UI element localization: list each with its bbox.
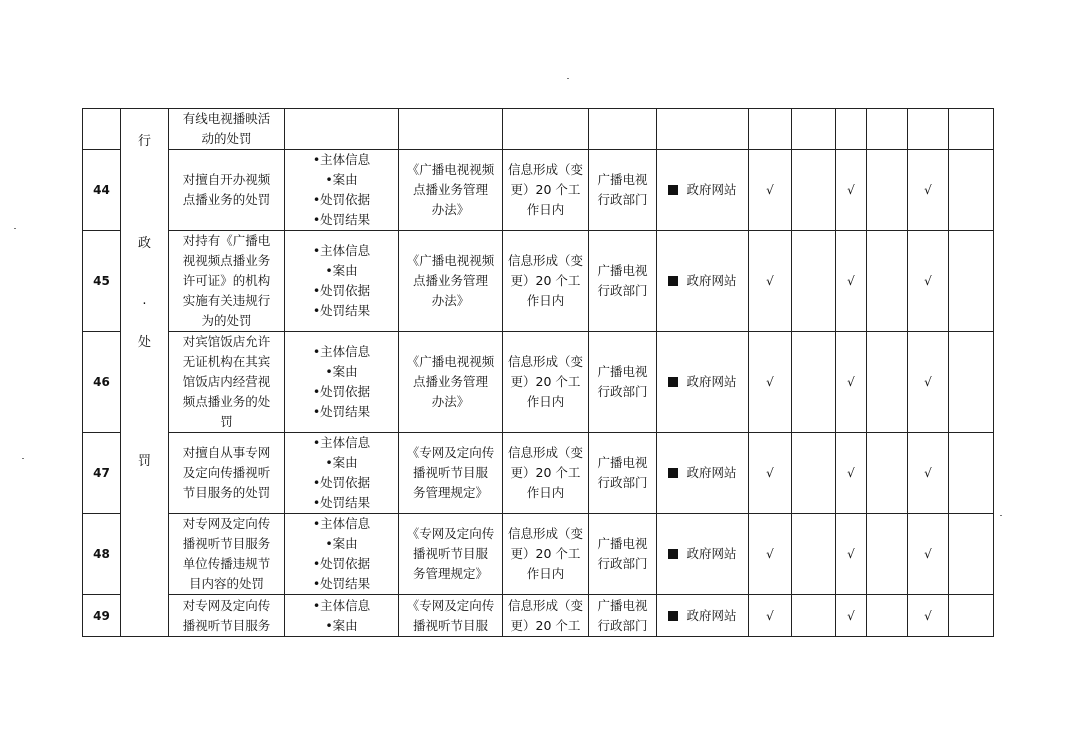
filled-square-icon bbox=[668, 185, 678, 195]
disclosure-channel bbox=[657, 433, 749, 514]
text-line: 广播电视 bbox=[597, 172, 648, 187]
channel-label: 政府网站 bbox=[686, 182, 737, 197]
table-row bbox=[83, 231, 994, 332]
text-line: 更）20 个工 bbox=[510, 182, 581, 197]
text-line: 动的处罚 bbox=[201, 131, 252, 146]
text-line: 信息形成（变 bbox=[507, 253, 583, 268]
text-line: 播视听节目服务 bbox=[182, 536, 271, 551]
text-line: 信息形成（变 bbox=[507, 445, 583, 460]
text-line: 无证机构在其宾 bbox=[182, 354, 271, 369]
legal-basis bbox=[399, 109, 503, 150]
scan-speck bbox=[567, 78, 569, 79]
text-line: 及定向传播视听 bbox=[182, 465, 271, 480]
check-cell bbox=[949, 595, 994, 637]
disclosure-channel bbox=[657, 595, 749, 637]
responsible-department bbox=[589, 332, 657, 433]
check-cell bbox=[792, 150, 836, 231]
text-line: 有线电视播映活 bbox=[182, 111, 271, 126]
disclosure-channel bbox=[657, 231, 749, 332]
responsible-department bbox=[589, 433, 657, 514]
text-line: 为的处罚 bbox=[201, 313, 252, 328]
text-line: 目内容的处罚 bbox=[188, 576, 264, 591]
check-cell: √ bbox=[749, 433, 792, 514]
legal-basis bbox=[399, 514, 503, 595]
table-row bbox=[83, 595, 994, 637]
text-line: 广播电视 bbox=[597, 536, 648, 551]
channel-label: 政府网站 bbox=[686, 465, 737, 480]
text-line: 更）20 个工 bbox=[510, 465, 581, 480]
disclosure-content bbox=[285, 433, 399, 514]
filled-square-icon bbox=[668, 468, 678, 478]
check-cell: √ bbox=[908, 595, 949, 637]
text-line: 行政部门 bbox=[597, 556, 648, 571]
check-cell bbox=[867, 109, 908, 150]
item-name bbox=[169, 595, 285, 637]
text-line: 《广播电视视频 bbox=[406, 162, 495, 177]
text-line: 办法》 bbox=[431, 394, 470, 409]
filled-square-icon bbox=[668, 611, 678, 621]
text-line: •处罚依据 bbox=[312, 192, 371, 207]
disclosure-channel bbox=[657, 514, 749, 595]
filled-square-icon bbox=[668, 276, 678, 286]
text-line: 频点播业务的处 bbox=[182, 394, 271, 409]
text-line: 对专网及定向传 bbox=[182, 597, 271, 613]
text-line: 《专网及定向传 bbox=[406, 445, 495, 460]
text-line: 广播电视 bbox=[597, 597, 648, 613]
check-cell: √ bbox=[836, 514, 867, 595]
check-cell bbox=[867, 231, 908, 332]
responsible-department bbox=[589, 514, 657, 595]
disclosure-channel bbox=[657, 332, 749, 433]
text-line: •案由 bbox=[325, 617, 358, 633]
text-line: •主体信息 bbox=[312, 344, 371, 359]
text-line: •案由 bbox=[325, 364, 358, 379]
channel-label: 政府网站 bbox=[686, 273, 737, 288]
check-cell: √ bbox=[908, 231, 949, 332]
check-cell bbox=[949, 150, 994, 231]
check-cell bbox=[792, 595, 836, 637]
text-line: 作日内 bbox=[526, 394, 565, 409]
check-cell: √ bbox=[836, 231, 867, 332]
check-cell bbox=[749, 109, 792, 150]
text-line: 作日内 bbox=[526, 485, 565, 500]
text-line: 单位传播违规节 bbox=[182, 556, 271, 571]
table-row bbox=[83, 109, 994, 150]
text-line: 广播电视 bbox=[597, 263, 648, 278]
text-line: 办法》 bbox=[431, 293, 470, 308]
text-line: 行政部门 bbox=[597, 283, 648, 298]
text-line: 播视听节目服务 bbox=[182, 617, 271, 633]
check-cell: √ bbox=[749, 514, 792, 595]
text-line: 办法》 bbox=[431, 202, 470, 217]
text-line: 行政部门 bbox=[597, 384, 648, 399]
text-line: •案由 bbox=[325, 455, 358, 470]
row-number: 49 bbox=[83, 595, 121, 637]
text-line: 对擅自从事专网 bbox=[182, 445, 271, 460]
text-line: •主体信息 bbox=[312, 435, 371, 450]
table-row bbox=[83, 433, 994, 514]
text-line: •案由 bbox=[325, 263, 358, 278]
text-line: 更）20 个工 bbox=[510, 273, 581, 288]
check-cell bbox=[792, 231, 836, 332]
check-cell: √ bbox=[749, 150, 792, 231]
text-line: 播视听节目服 bbox=[412, 465, 488, 480]
text-line: •处罚结果 bbox=[312, 404, 371, 419]
text-line: 对专网及定向传 bbox=[182, 516, 271, 531]
text-line: 播视听节目服 bbox=[412, 546, 488, 561]
check-cell bbox=[792, 514, 836, 595]
text-line: 点播业务的处罚 bbox=[182, 192, 271, 207]
text-line: 节目服务的处罚 bbox=[182, 485, 271, 500]
disclosure-period bbox=[503, 109, 589, 150]
channel-label: 政府网站 bbox=[686, 546, 737, 561]
text-line: •案由 bbox=[325, 536, 358, 551]
text-line: 信息形成（变 bbox=[507, 354, 583, 369]
filled-square-icon bbox=[668, 377, 678, 387]
text-line: 《专网及定向传 bbox=[406, 597, 495, 613]
text-line: 对持有《广播电 bbox=[182, 233, 271, 248]
text-line: 更）20 个工 bbox=[510, 374, 581, 389]
text-line: •处罚依据 bbox=[312, 384, 371, 399]
text-line: 务管理规定》 bbox=[412, 566, 488, 581]
disclosure-period bbox=[503, 514, 589, 595]
text-line: 罚 bbox=[220, 414, 233, 429]
text-line: 点播业务管理 bbox=[412, 273, 488, 288]
responsible-department bbox=[589, 595, 657, 637]
text-line: •主体信息 bbox=[312, 516, 371, 531]
disclosure-channel bbox=[657, 150, 749, 231]
channel-label: 政府网站 bbox=[686, 374, 737, 389]
text-line: 实施有关违规行 bbox=[182, 293, 271, 308]
legal-basis bbox=[399, 332, 503, 433]
text-line: 信息形成（变 bbox=[507, 597, 583, 613]
text-line: •处罚依据 bbox=[312, 475, 371, 490]
disclosure-period bbox=[503, 595, 589, 637]
text-line: 作日内 bbox=[526, 202, 565, 217]
disclosure-table bbox=[82, 108, 994, 637]
disclosure-period bbox=[503, 332, 589, 433]
responsible-department bbox=[589, 231, 657, 332]
text-line: •案由 bbox=[325, 172, 358, 187]
check-cell: √ bbox=[908, 433, 949, 514]
check-cell bbox=[949, 514, 994, 595]
item-name bbox=[169, 514, 285, 595]
text-line: 作日内 bbox=[526, 293, 565, 308]
row-number bbox=[83, 109, 121, 150]
scan-speck bbox=[14, 228, 16, 229]
text-line: 对宾馆饭店允许 bbox=[182, 334, 271, 349]
text-line: 行政部门 bbox=[597, 475, 648, 490]
check-cell bbox=[867, 433, 908, 514]
check-cell: √ bbox=[749, 231, 792, 332]
disclosure-content bbox=[285, 332, 399, 433]
text-line: •处罚依据 bbox=[312, 556, 371, 571]
check-cell: √ bbox=[908, 514, 949, 595]
category-char: · bbox=[142, 296, 147, 312]
disclosure-content bbox=[285, 109, 399, 150]
text-line: 行政部门 bbox=[597, 617, 648, 633]
disclosure-channel bbox=[657, 109, 749, 150]
check-cell bbox=[949, 433, 994, 514]
text-line: 信息形成（变 bbox=[507, 526, 583, 541]
category-char: 行 bbox=[137, 133, 151, 149]
text-line: 更）20 个工 bbox=[510, 546, 581, 561]
check-cell: √ bbox=[836, 332, 867, 433]
check-cell: √ bbox=[749, 595, 792, 637]
text-line: •主体信息 bbox=[312, 597, 371, 613]
item-name bbox=[169, 109, 285, 150]
text-line: •处罚结果 bbox=[312, 303, 371, 318]
text-line: 《专网及定向传 bbox=[406, 526, 495, 541]
text-line: 《广播电视视频 bbox=[406, 253, 495, 268]
table-row bbox=[83, 150, 994, 231]
filled-square-icon bbox=[668, 549, 678, 559]
scan-speck bbox=[1000, 515, 1002, 516]
text-line: 《广播电视视频 bbox=[406, 354, 495, 369]
category-char: 政 bbox=[137, 235, 151, 251]
item-name bbox=[169, 433, 285, 514]
disclosure-period bbox=[503, 433, 589, 514]
check-cell bbox=[792, 433, 836, 514]
check-cell bbox=[792, 332, 836, 433]
check-cell bbox=[867, 514, 908, 595]
legal-basis bbox=[399, 150, 503, 231]
scan-speck bbox=[22, 458, 24, 459]
text-line: •处罚结果 bbox=[312, 576, 371, 591]
item-name bbox=[169, 150, 285, 231]
text-line: 视视频点播业务 bbox=[182, 253, 271, 268]
check-cell bbox=[949, 231, 994, 332]
table-row bbox=[83, 514, 994, 595]
check-cell: √ bbox=[836, 150, 867, 231]
text-line: 更）20 个工 bbox=[510, 617, 581, 633]
text-line: 广播电视 bbox=[597, 455, 648, 470]
text-line: •处罚结果 bbox=[312, 495, 371, 510]
text-line: 广播电视 bbox=[597, 364, 648, 379]
text-line: 点播业务管理 bbox=[412, 374, 488, 389]
legal-basis bbox=[399, 595, 503, 637]
row-number: 44 bbox=[83, 150, 121, 231]
check-cell: √ bbox=[749, 332, 792, 433]
text-line: 对擅自开办视频 bbox=[182, 172, 271, 187]
legal-basis bbox=[399, 433, 503, 514]
legal-basis bbox=[399, 231, 503, 332]
text-line: 行政部门 bbox=[597, 192, 648, 207]
category-cell bbox=[121, 109, 169, 637]
check-cell bbox=[836, 109, 867, 150]
disclosure-period bbox=[503, 231, 589, 332]
responsible-department bbox=[589, 109, 657, 150]
disclosure-content bbox=[285, 595, 399, 637]
check-cell: √ bbox=[836, 595, 867, 637]
category-char: 罚 bbox=[137, 453, 151, 469]
text-line: •处罚依据 bbox=[312, 283, 371, 298]
row-number: 48 bbox=[83, 514, 121, 595]
check-cell bbox=[949, 109, 994, 150]
text-line: 许可证》的机构 bbox=[182, 273, 271, 288]
text-line: 点播业务管理 bbox=[412, 182, 488, 197]
check-cell bbox=[949, 332, 994, 433]
text-line: 信息形成（变 bbox=[507, 162, 583, 177]
check-cell: √ bbox=[908, 150, 949, 231]
text-line: 播视听节目服 bbox=[412, 617, 488, 633]
responsible-department bbox=[589, 150, 657, 231]
text-line: •主体信息 bbox=[312, 152, 371, 167]
check-cell: √ bbox=[908, 332, 949, 433]
item-name bbox=[169, 231, 285, 332]
check-cell: √ bbox=[836, 433, 867, 514]
row-number: 46 bbox=[83, 332, 121, 433]
disclosure-period bbox=[503, 150, 589, 231]
check-cell bbox=[867, 332, 908, 433]
table-row bbox=[83, 332, 994, 433]
category-char: 处 bbox=[137, 334, 151, 350]
row-number: 45 bbox=[83, 231, 121, 332]
check-cell bbox=[908, 109, 949, 150]
text-line: 务管理规定》 bbox=[412, 485, 488, 500]
disclosure-content bbox=[285, 514, 399, 595]
text-line: •主体信息 bbox=[312, 243, 371, 258]
channel-label: 政府网站 bbox=[686, 607, 737, 623]
disclosure-content bbox=[285, 150, 399, 231]
row-number: 47 bbox=[83, 433, 121, 514]
check-cell bbox=[792, 109, 836, 150]
check-cell bbox=[867, 595, 908, 637]
item-name bbox=[169, 332, 285, 433]
text-line: 馆饭店内经营视 bbox=[182, 374, 271, 389]
check-cell bbox=[867, 150, 908, 231]
disclosure-content bbox=[285, 231, 399, 332]
text-line: •处罚结果 bbox=[312, 212, 371, 227]
text-line: 作日内 bbox=[526, 566, 565, 581]
